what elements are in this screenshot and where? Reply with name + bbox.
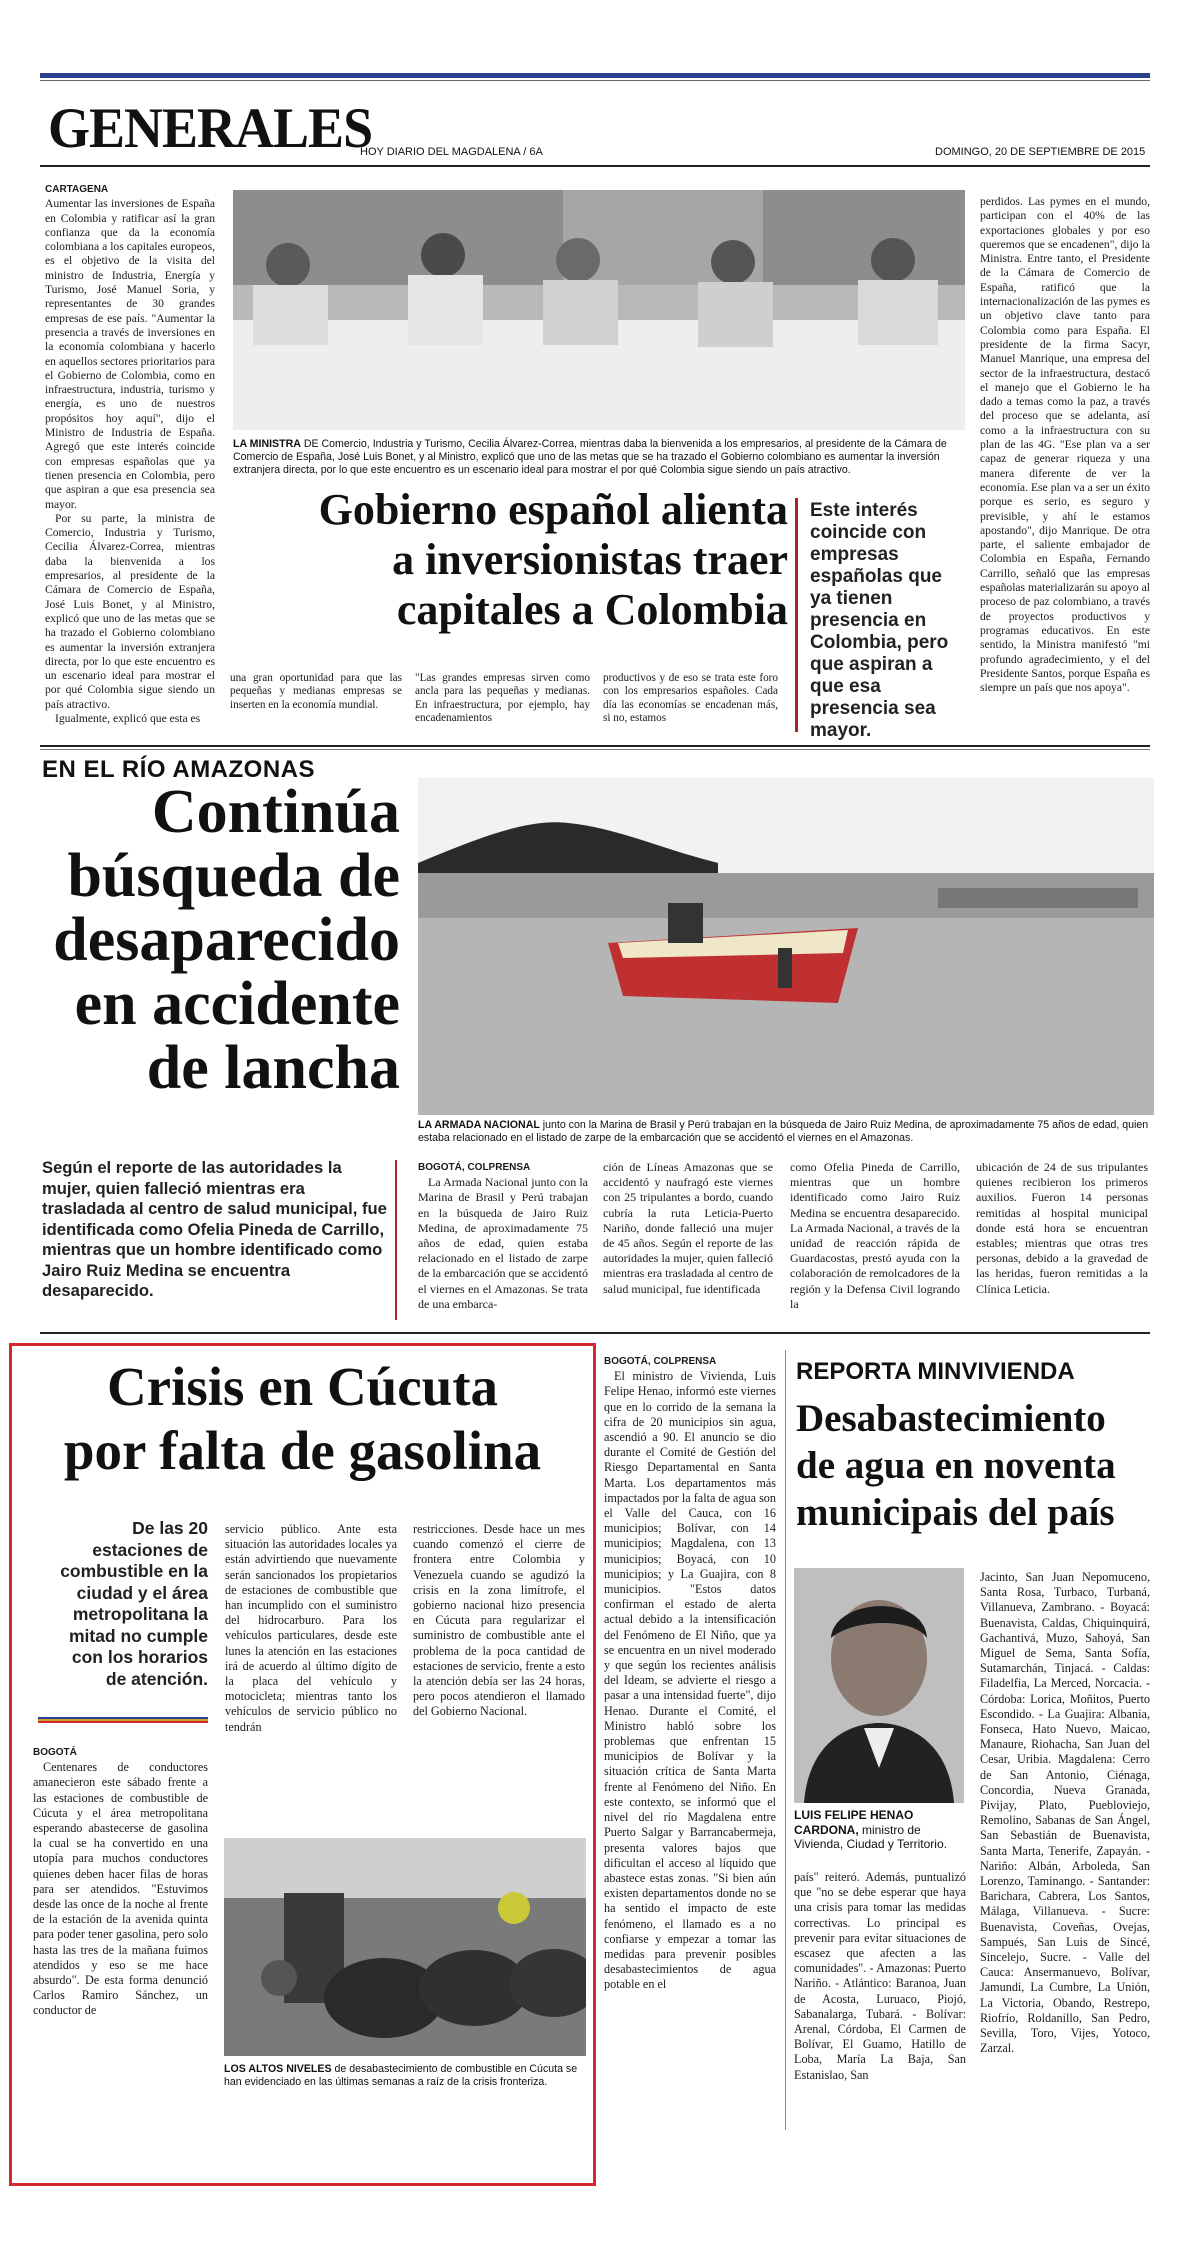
story2-caption bbox=[418, 1119, 1158, 1145]
minister-portrait-photo bbox=[794, 1568, 964, 1803]
story2-col-a bbox=[418, 1160, 588, 1312]
story3-deck: De las 20 estaciones de combustible en la ciudad y el área metropolitana la mitad no cumple con los horarios de atención. bbox=[60, 1518, 208, 1689]
story1-pullquote-bar bbox=[795, 498, 798, 732]
story3-dateline: BOGOTÁ bbox=[33, 1747, 77, 1758]
story3-caption-text: de desabastecimiento de combustible en Cúcuta se han evidenciado en las últimas semanas a raíz de la crisis fronteriza. bbox=[224, 2063, 578, 2088]
story3-col-a-text: Centenares de conductores amanecieron este sábado frente a las estaciones de combustible de Cúcuta y el área metropolitana esperando abastecerse de gasolina la cual se ha convertido en una utopía para muchos conductores quienes deben hacer filas de horas para ser atendidos. "Estuvimos desde las once de la noche al frente de la estación de la avenida quinta para poder tener gasolina, pero solo hasta las tres de la mañana fuimos atendidos y eso se me hace absurdo". De esta forma denunció Carlos Ramiro Sánchez, un conductor de bbox=[33, 1760, 208, 2018]
story3-col-a bbox=[33, 1745, 208, 2019]
story2-deck-bar bbox=[395, 1160, 397, 1320]
story2-caption-lead: LA ARMADA NACIONAL bbox=[418, 1119, 540, 1131]
story3-headline bbox=[15, 1355, 590, 1483]
story1-photo bbox=[233, 190, 965, 430]
story4-col-a-text: El ministro de Vivienda, Luis Felipe Henao, informó este viernes que en lo corrido de la semana la cifra de 20 municipios sin agua, ascendió a 90. El anuncio se dio durante el Comité de Gestión del Riesgo Departamental en Santa Marta. Los departamentos más impactados por la falta de agua son el Valle del Cauca, con 16 municipios; Bolívar, con 14 municipios; Magdalena, con 13 municipios; Boyacá, con 10 municipios; y La Guajira, con 8 municipios. "Estos datos confirman el estado de alerta actual debido a la intensificación del Fenómeno de El Niño, que ya se encuentra en un nivel moderado y que según los recientes análisis del Ideam, se advierte el riesgo a pasar a una intensidad fuerte", dijo Henao. Durante el Comité, el Ministro habló sobre los problemas que enfrentan 15 municipios de Bolívar y la situación crítica de Santa Marta frente al Fenómeno del Niño. En este contexto, se informó que el nivel del río Magdalena entre Puerto Salgar y Barrancabermeja, presenta valores bajos que dificultan el acceso al líquido que abastece estas zonas. "Si bien aún existen departamentos donde no se ha sentido el impacto de este fenómeno, el llamado es a no confiarse y empezar a tomar las medidas para prevenir posibles desabastecimientos de agua potable en el bbox=[604, 1369, 776, 1992]
top-thin-rule bbox=[40, 80, 1150, 81]
story1-headline-line3: capitales a Colombia bbox=[396, 585, 788, 634]
story3-col-b: servicio público. Ante esta situación las autoridades locales ya están advirtiendo que nuevamente serán sancionados los propietarios de estaciones de combustible que han incumplido con el suministro del hidrocarburo. Para los vehículos particulares, desde este lunes la atención en las estaciones irá de acuerdo al último dígito de la placa del vehículo y motocicleta; mientras tanto los vehículos de servicio público no tendrán bbox=[225, 1522, 397, 1734]
story3-photo bbox=[224, 1838, 586, 2056]
story1-bottom-c: productivos y de eso se trata este foro con los empresarios españoles. Cada día las economías se encadenan más, si no, estamos bbox=[603, 672, 778, 725]
story4-col-c: Jacinto, San Juan Nepomuceno, Santa Rosa, Turbaco, Turbaná, Villanueva, Zambrano. - Boyacá: Buenavista, Caldas, Chiquinquirá, Gachantivá, Muzo, Sahoyá, San Miguel de Sema, Santa Sofía, Sutamarchán, Tinjacá. - Caldas: Filadelfia, La Merced, Norcacia. - Córdoba: Lorica, Moñitos, Puerto Escondido. - La Guajira: Albania, Fonseca, Hato Nuevo, Maicao, Manaure, Riohacha, San Juan del Cesar, Uribia. Magdalena: Cerro de San Antonio, Ciénaga, Concordia, Nueva Granada, Pivijay, Plato, Puebloviejo, Remolino, Sabanas de San Ángel, San Sebastián de Buenavista, Santa Marta, Tenerife, Zapayán. - Nariño: Albán, Arboleda, San Lorenzo, Taminango. - Santander: Barichara, Cabrera, Los Santos, Málaga, Villanueva. - Sucre: Buenavista, Coveñas, Ovejas, Sampués, San Luis de Sincé, Sincelejo, Sucre. - Valle del Cauca: Ansermanuevo, Bolívar, Jamundí, La Cumbre, La Unión, La Victoria, Obando, Restrepo, Riofrío, Roldanillo, San Pedro, Sevilla, Toro, Vijes, Yotoco, Zarzal. bbox=[980, 1570, 1150, 2056]
story4-caption bbox=[794, 1808, 964, 1852]
story2-headline-line5: de lancha bbox=[146, 1034, 400, 1102]
story4-headline-line3: municipais del país bbox=[796, 1491, 1115, 1534]
story4-headline-line2: de agua en noventa bbox=[796, 1444, 1116, 1487]
story4-headline-line1: Desabastecimiento bbox=[796, 1397, 1106, 1440]
story2-col-a-text: La Armada Nacional junto con la Marina de Brasil y Perú trabajan en la búsqueda de Jairo Ruiz Medina, de aproximadamente 75 años de edad, quien estaba relacionado en el listado de zarpe de la embarcación que se accidentó el viernes en el Amazonas. Se trata de una embarca- bbox=[418, 1175, 588, 1311]
story3-headline-line2: por falta de gasolina bbox=[63, 1420, 542, 1481]
story1-right-col: perdidos. Las pymes en el mundo, participan con el 40% de las exportaciones globales y por eso queremos que se encadenen", dijo la Ministra. Entre tanto, el Presidente de la Cámara de Comercio de España, ratificó que la internacionalización de las pymes es un objetivo clave tanto para Colombia como para España. El presidente de la firma Sacyr, Manuel Manrique, una empresa del sector de la infraestructura, destacó el manejo que el Gobierno le ha dado a temas como la paz, a través del proceso que se adelanta, así como a la infraestructura con su plan de las 4G. "Ese plan va a ser capaz de generar riqueza y una manera diferente de ver la economía. Ese plan va a ser un éxito porque es serio, es seguro y previsible, y ahí le estamos apostando", dijo Manrique. De otra parte, el saliente embajador de Colombia en España, Fernando Carrillo, señaló que las empresas españolas materializarán su apoyo al proceso de paz colombiano, a través de proyectos productivos y programas educativos. En este sentido, la Ministra manifestó "mi profundo agradecimiento, y el del Presidente Santos, porque España es siempre un país que nos apoya". bbox=[980, 195, 1150, 695]
header-rule bbox=[40, 165, 1150, 167]
divider-1 bbox=[40, 745, 1150, 747]
story3-headline-line1: Crisis en Cúcuta bbox=[106, 1356, 499, 1417]
story1-headline bbox=[228, 485, 788, 635]
story2-caption-text: junto con la Marina de Brasil y Perú trabajan en la búsqueda de Jairo Ruiz Medina, de aproximadamente 75 años de edad, quien estaba relacionado en el listado de zarpe de la embarcación que se accidentó el viernes en el Amazonas. bbox=[418, 1119, 1149, 1144]
story1-caption-lead: LA MINISTRA bbox=[233, 438, 301, 450]
story1-bottom-b: "Las grandes empresas sirven como ancla para las pequeñas y medianas. En infraestructura, por ejemplo, hay encadenamientos bbox=[415, 672, 590, 725]
story2-kicker: EN EL RÍO AMAZONAS bbox=[42, 756, 316, 783]
story4-kicker: REPORTA MINVIVIENDA bbox=[796, 1358, 1075, 1385]
story3-caption-lead: LOS ALTOS NIVELES bbox=[224, 2063, 332, 2075]
story1-caption bbox=[233, 438, 968, 477]
story2-headline bbox=[20, 780, 400, 1100]
story2-col-c: como Ofelia Pineda de Carrillo, mientras que un hombre identificado como Jairo Ruiz Medina se encuentra desaparecido. La Armada Nacional, a través de la unidad de reacción rápida de Guardacostas, prestó ayuda con la colaboración de remolcadores de la región y la Defensa Civil logrando la bbox=[790, 1160, 960, 1311]
story4-photo bbox=[794, 1568, 964, 1803]
divider-1b bbox=[40, 749, 1150, 750]
story1-headline-line2: a inversionistas traer bbox=[392, 535, 788, 584]
story4-col-b: país" reiteró. Además, puntualizó que "no se debe esperar que haya una crisis para tomar las medidas correctivas. Lo principal es prevenir para evitar situaciones de escasez que afecten a las comunidades". - Amazonas: Puerto Nariño. - Atlántico: Baranoa, Juan de Acosta, Luruaco, Piojó, Sabanalarga, Tubará. - Bolívar: Arenal, Córdoba, El Carmen de Bolívar, El Guamo, Hatillo de Loba, María La Baja, San Estanislao, San bbox=[794, 1870, 966, 2082]
story4-caption-text: ministro de Vivienda, Ciudad y Territorio. bbox=[794, 1822, 947, 1851]
divider-2 bbox=[40, 1332, 1150, 1334]
story2-col-b: ción de Líneas Amazonas que se accidentó y naufragó este viernes con 25 tripulantes a bordo, cuando cubría la ruta Leticia-Puerto Nariño, donde falleció una mujer de 45 años. Según el reporte de las autoridades la mujer, quien falleció mientras era trasladada al centro de salud municipal, fue identificada bbox=[603, 1160, 773, 1296]
river-boat-photo bbox=[418, 778, 1154, 1115]
story3-caption bbox=[224, 2063, 589, 2089]
story2-headline-line3: desaparecido bbox=[53, 906, 400, 974]
story2-dateline: BOGOTÁ, COLPRENSA bbox=[418, 1162, 531, 1173]
story3-accent-bar bbox=[38, 1717, 208, 1723]
gas-station-queue-photo bbox=[224, 1838, 586, 2056]
story4-headline bbox=[796, 1395, 1156, 1536]
story2-headline-line1: Continúa bbox=[151, 778, 400, 846]
story1-pullquote: Este interés coincide con empresas españolas que ya tienen presencia en Colombia, pero que aspiran a que esa presencia sea mayor. bbox=[810, 500, 949, 741]
story3-col-c: restricciones. Desde hace un mes cuando comenzó el cierre de frontera entre Colombia y Venezuela cuando se agudizó la crisis en la zona limítrofe, el gobierno nacional hizo presencia en Cúcuta para regularizar el suministro de combustible ante el problema de la poca cantidad de estaciones de servicio, frente a esto la atención debía ser las 24 horas, pero pocos atendieron el llamado del Gobierno Nacional. bbox=[413, 1522, 585, 1719]
story1-headline-line1: Gobierno español alienta bbox=[318, 485, 788, 534]
story4-dateline: BOGOTÁ, COLPRENSA bbox=[604, 1356, 717, 1367]
story1-col1-p1: Aumentar las inversiones de España en Colombia y ratificar así la gran confianza que da la economía colombiana a los capitales europeos, es el objetivo de la visita del ministro de Industria, Energía y Turismo, José Manuel Soria, y representantes de 30 grandes empresas de ese país. "Aumentar la presencia a través de inversiones en la economía colombiana y hacerlo en aquellos sectores prioritarios para el Gobierno de Colombia, como en infraestructura, industria, turismo y energía, es uno de nuestros propósitos hoy aquí", dijo el Ministro de Industria de España. Agregó que este interés coincide con empresas españolas que ya tienen presencia en Colombia, pero que aspiran a que esa presencia sea mayor. bbox=[45, 197, 215, 511]
section-title: GENERALES bbox=[48, 96, 373, 160]
story1-dateline: CARTAGENA bbox=[45, 184, 109, 195]
story4-col-a bbox=[604, 1354, 776, 1993]
story2-photo bbox=[418, 778, 1154, 1115]
date-label: DOMINGO, 20 DE SEPTIEMBRE DE 2015 bbox=[935, 146, 1146, 158]
story2-deck: Según el reporte de las autoridades la mujer, quien falleció mientras era trasladada al centro de salud municipal, fue identificada como Ofelia Pineda de Carrillo, mientras que un hombre identificado como Jairo Ruiz Medina se encuentra desaparecido. bbox=[42, 1158, 387, 1300]
story4-caption-lead: LUIS FELIPE HENAO CARDONA, bbox=[794, 1808, 914, 1837]
publication-label: HOY DIARIO DEL MAGDALENA / 6A bbox=[360, 146, 543, 158]
story1-col1-p3: Igualmente, explicó que esta es bbox=[55, 711, 201, 725]
story1-col1 bbox=[45, 183, 215, 726]
story2-headline-line2: búsqueda de bbox=[67, 842, 400, 910]
story1-col1-p2: Por su parte, la ministra de Comercio, Industria y Turismo, Cecilia Álvarez-Correa, mientras daba la bienvenida a los empresarios, al presidente de la Cámara de Comercio de España, José Luis Bonet, y al Ministro, explicó que uno de las metas que se ha trazado el Gobierno colombiano es aumentar la inversión extranjera directa, por lo que este encuentro es un escenario ideal para mostrar el por qué Colombia sigue siendo un país atractivo. bbox=[45, 511, 215, 711]
story2-col-d: ubicación de 24 de sus tripulantes quienes recibieron los primeros auxilios. Fueron 14 personas remitidas al hospital municipal donde está hora se encuentran estables; mientras que otras tres personas, debido a la gravedad de las heridas, fueron remitidas a la Clínica Leticia. bbox=[976, 1160, 1148, 1296]
ministers-press-photo bbox=[233, 190, 965, 430]
top-blue-rule bbox=[40, 73, 1150, 78]
story4-divider bbox=[785, 1350, 786, 2130]
story2-headline-line4: en accidente bbox=[74, 970, 400, 1038]
story1-bottom-a: una gran oportunidad para que las pequeñas y medianas empresas se inserten en la economía mundial. bbox=[230, 672, 402, 711]
story1-caption-text: DE Comercio, Industria y Turismo, Cecilia Álvarez-Correa, mientras daba la bienvenida a los empresarios, al presidente de la Cámara de Comercio de España, José Luis Bonet, y al Ministro, explicó que uno de las metas que se ha trazado el Gobierno colombiano es aumentar la inversión extranjera directa, por lo que este encuentro es un escenario ideal para mostrar el por qué Colombia sigue siendo un país atractivo. bbox=[233, 438, 947, 476]
